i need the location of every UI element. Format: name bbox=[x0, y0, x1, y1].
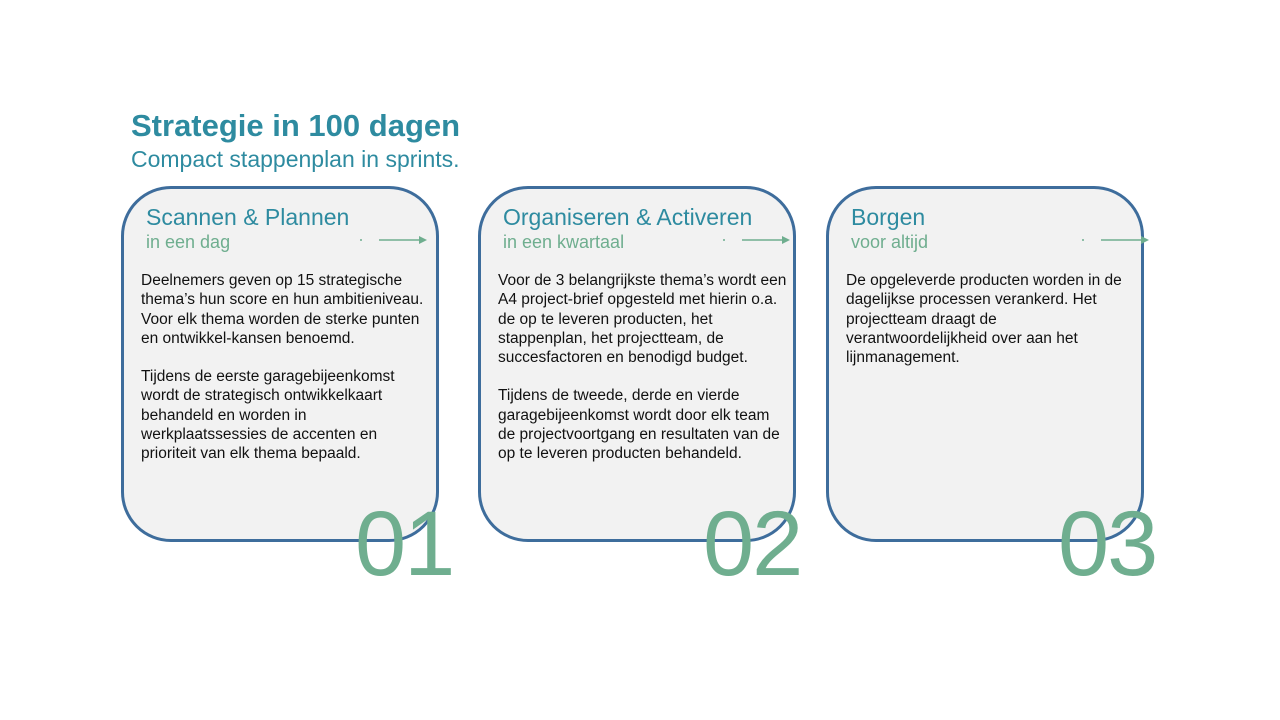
step-subtitle: voor altijd bbox=[851, 232, 929, 252]
step-paragraph: Tijdens de tweede, derde en vierde garagebijeenkomst wordt door elk team de projectvoortgang en resultaten van de op te leveren producten behandeld. bbox=[498, 387, 780, 463]
step-card-3 bbox=[826, 186, 1144, 542]
step-title: Borgen bbox=[851, 204, 926, 230]
step-description bbox=[141, 271, 431, 483]
step-subtitle: in een kwartaal bbox=[503, 232, 625, 252]
step-title: Organiseren & Activeren bbox=[503, 204, 753, 230]
step-title: Scannen & Plannen bbox=[146, 204, 350, 230]
step-number-1: 01 bbox=[355, 493, 454, 595]
slide-subtitle: Compact stappenplan in sprints. bbox=[131, 146, 460, 172]
arrow-right-icon bbox=[720, 234, 790, 246]
step-paragraph: Deelnemers geven op 15 strategische thema’s hun score en hun ambitieniveau. Voor elk thema worden de sterke punten en ontwikkel-kansen benoemd. bbox=[141, 272, 424, 347]
step-paragraph: Tijdens de eerste garagebijeenkomst wordt de strategisch ontwikkelkaart behandeld en worden in werkplaatssessies de accenten en prioriteit van elk thema bepaald. bbox=[141, 368, 395, 463]
step-card-2 bbox=[478, 186, 796, 542]
step-card-1 bbox=[121, 186, 439, 542]
arrow-right-icon bbox=[1079, 234, 1149, 246]
step-subtitle: in een dag bbox=[146, 232, 231, 252]
step-paragraph: Voor de 3 belangrijkste thema’s wordt een A4 project-brief opgesteld met hierin o.a. de op te leveren producten, het stappenplan, het projectteam, de succesfactoren en benodigd budget. bbox=[498, 272, 787, 367]
step-number-2: 02 bbox=[703, 493, 802, 595]
step-description bbox=[498, 271, 788, 483]
slide-title: Strategie in 100 dagen bbox=[131, 108, 461, 143]
step-paragraph: De opgeleverde producten worden in de dagelijkse processen verankerd. Het projectteam draagt de verantwoordelijkheid over aan het lijnmanagement. bbox=[846, 272, 1122, 367]
step-description bbox=[846, 271, 1136, 386]
step-number-3: 03 bbox=[1058, 493, 1157, 595]
arrow-right-icon bbox=[357, 234, 427, 246]
